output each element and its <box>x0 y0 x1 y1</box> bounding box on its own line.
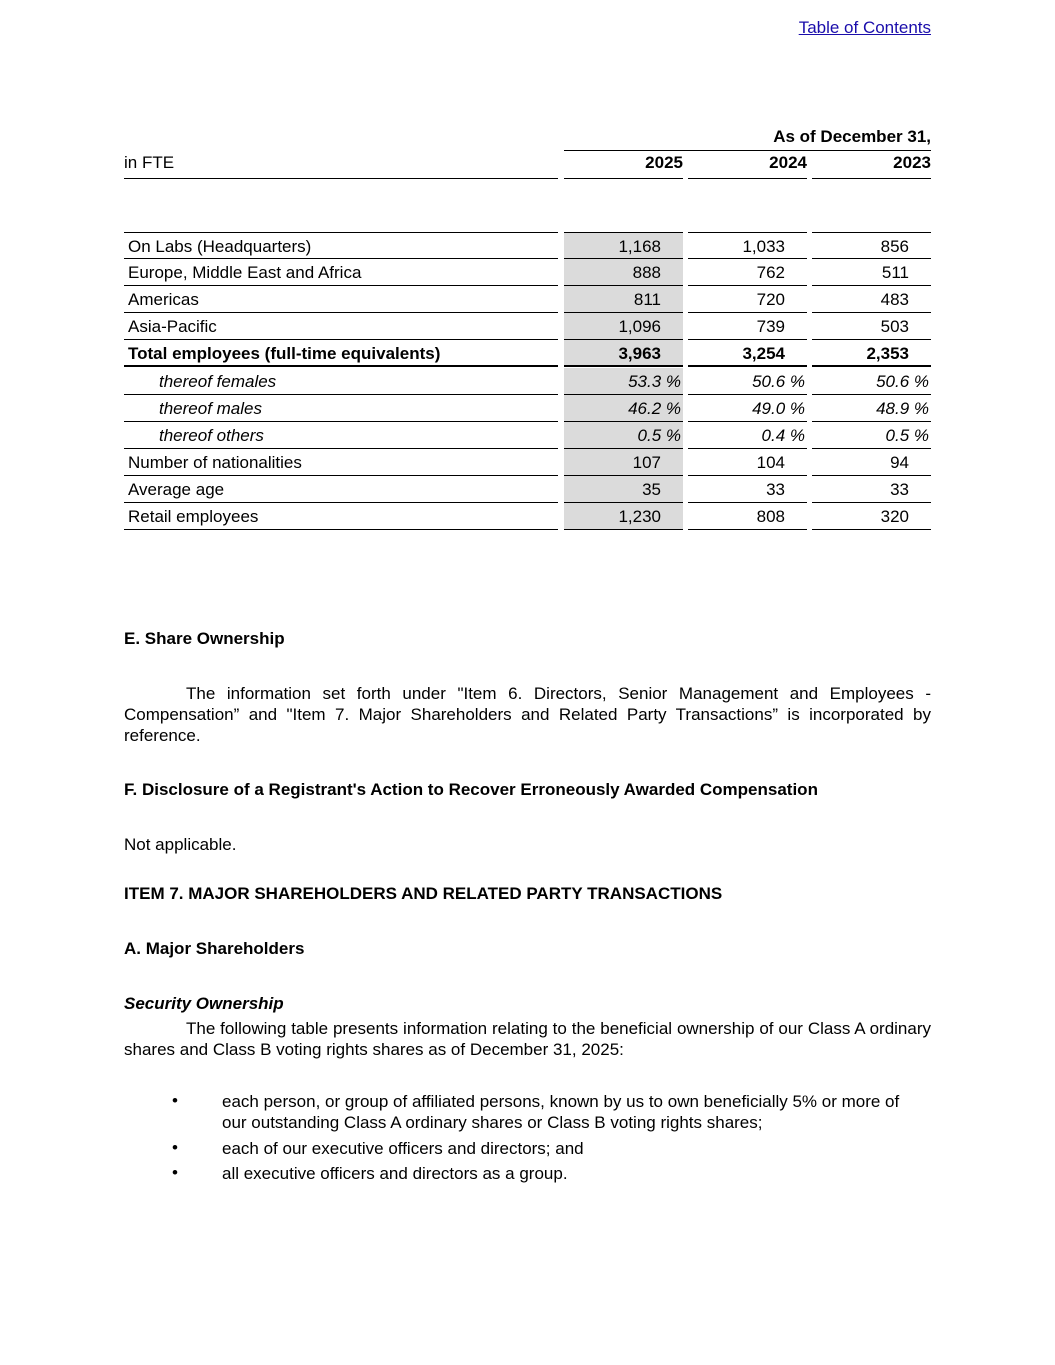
value-2023: 856 <box>812 232 931 259</box>
value-2023: 33 <box>812 476 931 503</box>
value-2024: 3,254 <box>688 340 807 367</box>
value-2023: 94 <box>812 449 931 476</box>
value-2025: 1,230 <box>564 503 683 530</box>
value-2025: 35 <box>564 476 683 503</box>
value-2023: 511 <box>812 259 931 286</box>
table-row <box>124 503 931 530</box>
table-row <box>124 395 931 422</box>
value-2025: 1,168 <box>564 232 683 259</box>
bullet-icon: • <box>172 1138 178 1157</box>
bullet-item: all executive officers and directors as a group. <box>222 1164 568 1183</box>
value-2024: 49.0 % <box>688 395 807 422</box>
table-row <box>124 286 931 313</box>
year-header-2023: 2023 <box>812 153 931 179</box>
security-ownership-title: Security Ownership <box>124 994 284 1013</box>
row-label: thereof males <box>124 395 558 422</box>
table-row <box>124 232 931 259</box>
value-2024: 739 <box>688 313 807 340</box>
row-label: On Labs (Headquarters) <box>124 232 558 259</box>
section-f-title: F. Disclosure of a Registrant's Action to Recover Erroneously Awarded Compensation <box>124 780 818 799</box>
table-row <box>124 313 931 340</box>
section-a-title: A. Major Shareholders <box>124 939 305 958</box>
row-label: thereof females <box>124 368 558 395</box>
value-2023: 320 <box>812 503 931 530</box>
value-2024: 808 <box>688 503 807 530</box>
row-label: Asia-Pacific <box>124 313 558 340</box>
value-2023: 503 <box>812 313 931 340</box>
table-unit-label: in FTE <box>124 153 558 179</box>
value-2023: 2,353 <box>812 340 931 367</box>
table-row <box>124 476 931 503</box>
item7-title: ITEM 7. MAJOR SHAREHOLDERS AND RELATED PARTY TRANSACTIONS <box>124 884 723 903</box>
row-label: thereof others <box>124 422 558 449</box>
section-e-body: The information set forth under "Item 6. Directors, Senior Management and Employees - Compensation” and "Item 7. Major Shareholders and Related Party Transactions” is incorporated by reference. <box>124 684 931 745</box>
value-2024: 33 <box>688 476 807 503</box>
bullet-icon: • <box>172 1163 178 1182</box>
value-2024: 720 <box>688 286 807 313</box>
table-of-contents-link[interactable]: Table of Contents <box>798 18 931 37</box>
year-header-2025: 2025 <box>564 153 683 179</box>
value-2025: 46.2 % <box>564 395 683 422</box>
year-header-2024: 2024 <box>688 153 807 179</box>
value-2025: 1,096 <box>564 313 683 340</box>
value-2023: 0.5 % <box>812 422 931 449</box>
value-2024: 104 <box>688 449 807 476</box>
value-2023: 50.6 % <box>812 368 931 395</box>
table-row-total <box>124 340 931 367</box>
value-2025: 107 <box>564 449 683 476</box>
value-2025: 811 <box>564 286 683 313</box>
table-row <box>124 449 931 476</box>
value-2024: 762 <box>688 259 807 286</box>
table-row <box>124 422 931 449</box>
value-2024: 1,033 <box>688 232 807 259</box>
bullet-icon: • <box>172 1091 178 1110</box>
table-header-group: As of December 31, <box>564 127 931 151</box>
value-2025: 3,963 <box>564 340 683 367</box>
value-2025: 0.5 % <box>564 422 683 449</box>
value-2025: 888 <box>564 259 683 286</box>
row-label: Europe, Middle East and Africa <box>124 259 558 286</box>
value-2023: 483 <box>812 286 931 313</box>
value-2024: 50.6 % <box>688 368 807 395</box>
row-label: Retail employees <box>124 503 558 530</box>
row-label: Americas <box>124 286 558 313</box>
row-label: Average age <box>124 476 558 503</box>
row-label: Number of nationalities <box>124 449 558 476</box>
row-label: Total employees (full-time equivalents) <box>124 340 558 367</box>
bullet-item: each of our executive officers and directors; and <box>222 1139 584 1158</box>
section-f-body: Not applicable. <box>124 835 237 854</box>
value-2023: 48.9 % <box>812 395 931 422</box>
section-e-title: E. Share Ownership <box>124 629 285 648</box>
value-2025: 53.3 % <box>564 368 683 395</box>
bullet-item: each person, or group of affiliated persons, known by us to own beneficially 5% or more of our outstanding Class A ordinary shares or Class B voting rights shares; <box>222 1092 900 1132</box>
security-ownership-body: The following table presents information relating to the beneficial ownership of our Class A ordinary shares and Class B voting rights shares as of December 31, 2025: <box>124 1019 931 1059</box>
table-row <box>124 259 931 286</box>
value-2024: 0.4 % <box>688 422 807 449</box>
table-row <box>124 368 931 395</box>
